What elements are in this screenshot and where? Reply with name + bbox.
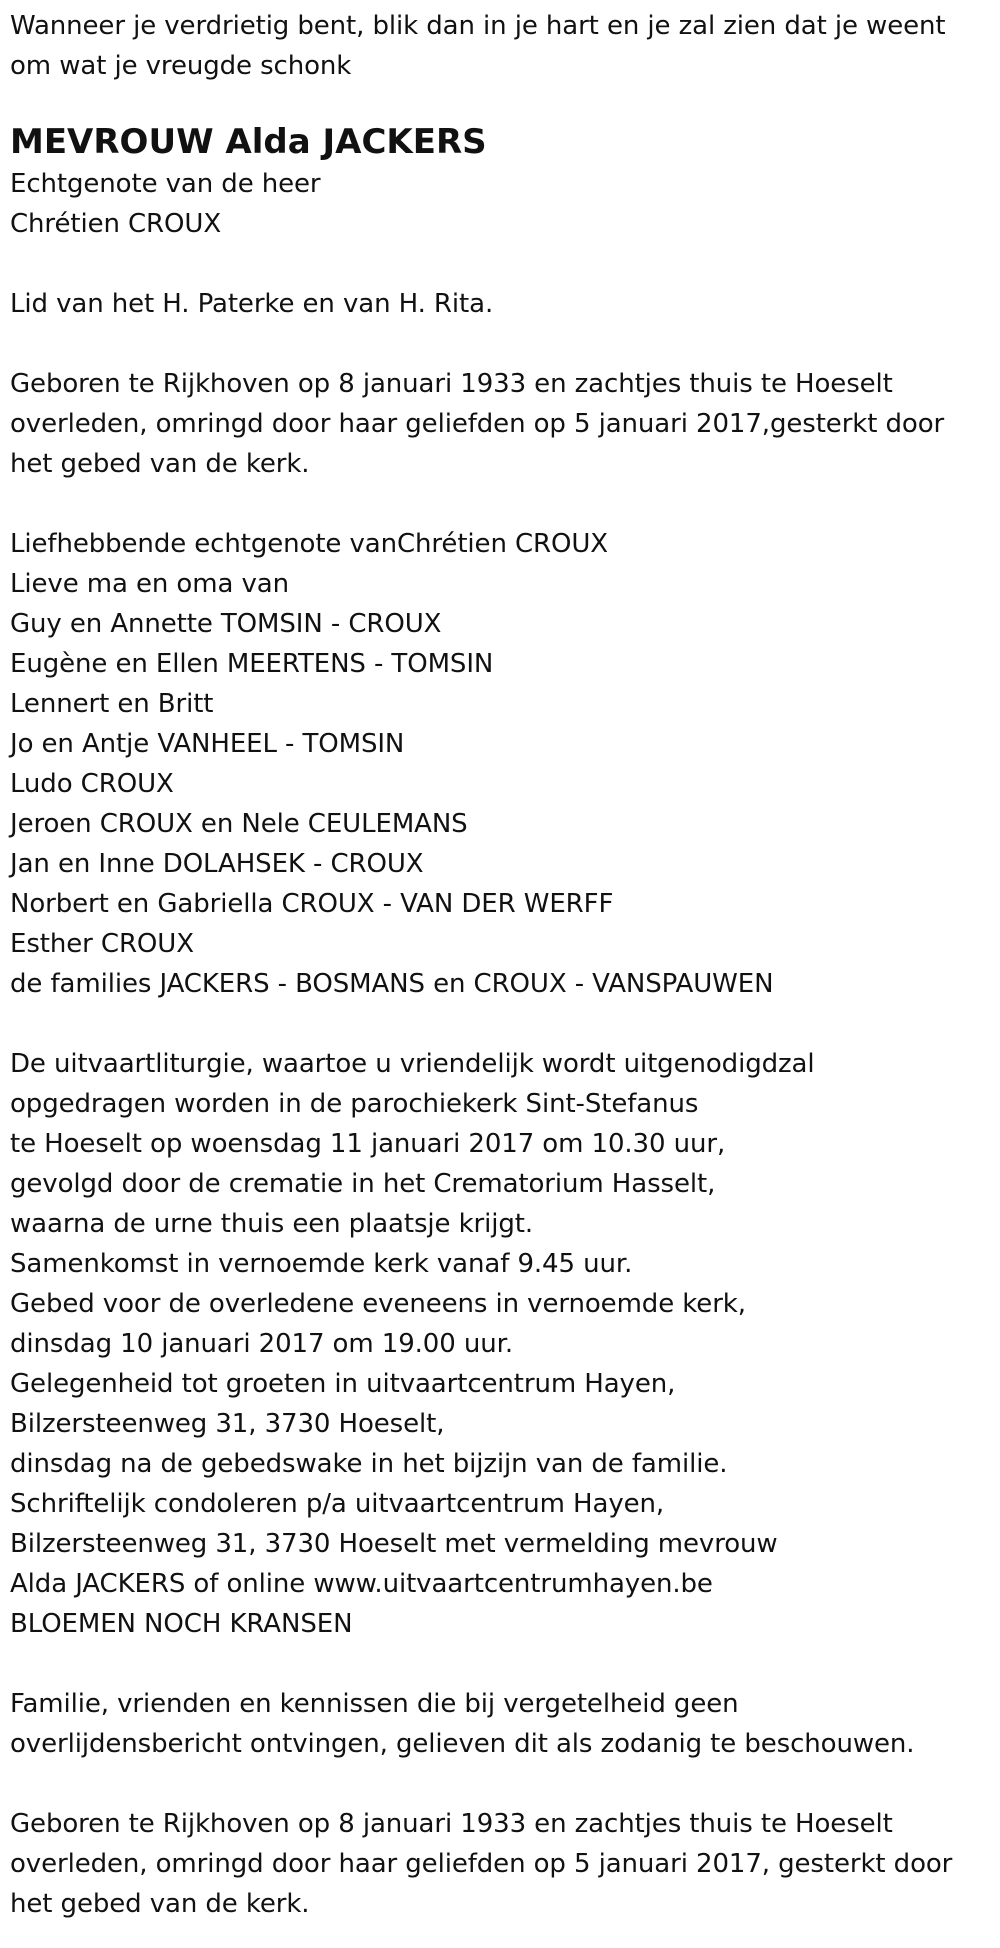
ceremony-line: waarna de urne thuis een plaatsje krijgt. xyxy=(10,1209,534,1239)
family-line: de families JACKERS - BOSMANS en CROUX - VANSPAUWEN xyxy=(10,969,774,999)
ceremony-line: Samenkomst in vernoemde kerk vanaf 9.45 uur. xyxy=(10,1249,633,1279)
family-list xyxy=(10,524,995,1004)
ceremony-line: De uitvaartliturgie, waartoe u vriendelijk wordt uitgenodigdzal xyxy=(10,1049,815,1079)
birth-death-line: overleden, omringd door haar geliefden op 5 januari 2017,gesterkt door xyxy=(10,409,945,439)
ceremony-line: Gebed voor de overledene eveneens in vernoemde kerk, xyxy=(10,1289,746,1319)
birth-death-line: Geboren te Rijkhoven op 8 januari 1933 en zachtjes thuis te Hoeselt xyxy=(10,1809,893,1839)
spacer xyxy=(10,484,995,524)
ceremony-line: Alda JACKERS of online www.uitvaartcentrumhayen.be xyxy=(10,1569,713,1599)
ceremony-line: gevolgd door de crematie in het Crematorium Hasselt, xyxy=(10,1169,716,1199)
spouse-line: Chrétien CROUX xyxy=(10,209,222,239)
notice-block xyxy=(10,1684,995,1764)
family-line: Guy en Annette TOMSIN - CROUX xyxy=(10,609,442,639)
ceremony-line: BLOEMEN NOCH KRANSEN xyxy=(10,1609,353,1639)
membership-line: Lid van het H. Paterke en van H. Rita. xyxy=(10,289,494,319)
quote-block xyxy=(10,6,995,86)
ceremony-line: te Hoeselt op woensdag 11 januari 2017 om 10.30 uur, xyxy=(10,1129,726,1159)
spacer xyxy=(10,244,995,284)
ceremony-line: Schriftelijk condoleren p/a uitvaartcentrum Hayen, xyxy=(10,1489,665,1519)
ceremony-block xyxy=(10,1044,995,1644)
family-line: Eugène en Ellen MEERTENS - TOMSIN xyxy=(10,649,494,679)
notice-line: Familie, vrienden en kennissen die bij vergetelheid geen xyxy=(10,1689,739,1719)
family-line: Lieve ma en oma van xyxy=(10,569,289,599)
spacer xyxy=(10,1764,995,1804)
spacer xyxy=(10,1644,995,1684)
spouse-block xyxy=(10,164,995,244)
ceremony-line: dinsdag na de gebedswake in het bijzijn van de familie. xyxy=(10,1449,728,1479)
ceremony-line: dinsdag 10 januari 2017 om 19.00 uur. xyxy=(10,1329,513,1359)
spouse-line: Echtgenote van de heer xyxy=(10,169,321,199)
obituary-document xyxy=(10,6,995,1924)
family-line: Ludo CROUX xyxy=(10,769,174,799)
family-line: Norbert en Gabriella CROUX - VAN DER WERFF xyxy=(10,889,614,919)
spacer xyxy=(10,324,995,364)
quote-line: om wat je vreugde schonk xyxy=(10,51,352,81)
family-line: Lennert en Britt xyxy=(10,689,214,719)
family-line: Liefhebbende echtgenote vanChrétien CROUX xyxy=(10,529,609,559)
quote-line: Wanneer je verdrietig bent, blik dan in je hart en je zal zien dat je weent xyxy=(10,11,946,41)
family-line: Jo en Antje VANHEEL - TOMSIN xyxy=(10,729,405,759)
spacer xyxy=(10,1004,995,1044)
family-line: Jan en Inne DOLAHSEK - CROUX xyxy=(10,849,424,879)
ceremony-line: opgedragen worden in de parochiekerk Sint-Stefanus xyxy=(10,1089,699,1119)
deceased-name: MEVROUW Alda JACKERS xyxy=(10,122,487,162)
notice-line: overlijdensbericht ontvingen, gelieven dit als zodanig te beschouwen. xyxy=(10,1729,915,1759)
birth-death-line: Geboren te Rijkhoven op 8 januari 1933 en zachtjes thuis te Hoeselt xyxy=(10,369,893,399)
family-line: Esther CROUX xyxy=(10,929,194,959)
ceremony-line: Bilzersteenweg 31, 3730 Hoeselt, xyxy=(10,1409,445,1439)
birth-death-line: overleden, omringd door haar geliefden op 5 januari 2017, gesterkt door xyxy=(10,1849,953,1879)
birth-death-line: het gebed van de kerk. xyxy=(10,449,310,479)
family-line: Jeroen CROUX en Nele CEULEMANS xyxy=(10,809,468,839)
ceremony-line: Gelegenheid tot groeten in uitvaartcentrum Hayen, xyxy=(10,1369,676,1399)
birth-death-line: het gebed van de kerk. xyxy=(10,1889,310,1919)
ceremony-line: Bilzersteenweg 31, 3730 Hoeselt met vermelding mevrouw xyxy=(10,1529,778,1559)
birth-death-block-repeat xyxy=(10,1804,995,1924)
birth-death-block xyxy=(10,364,995,484)
